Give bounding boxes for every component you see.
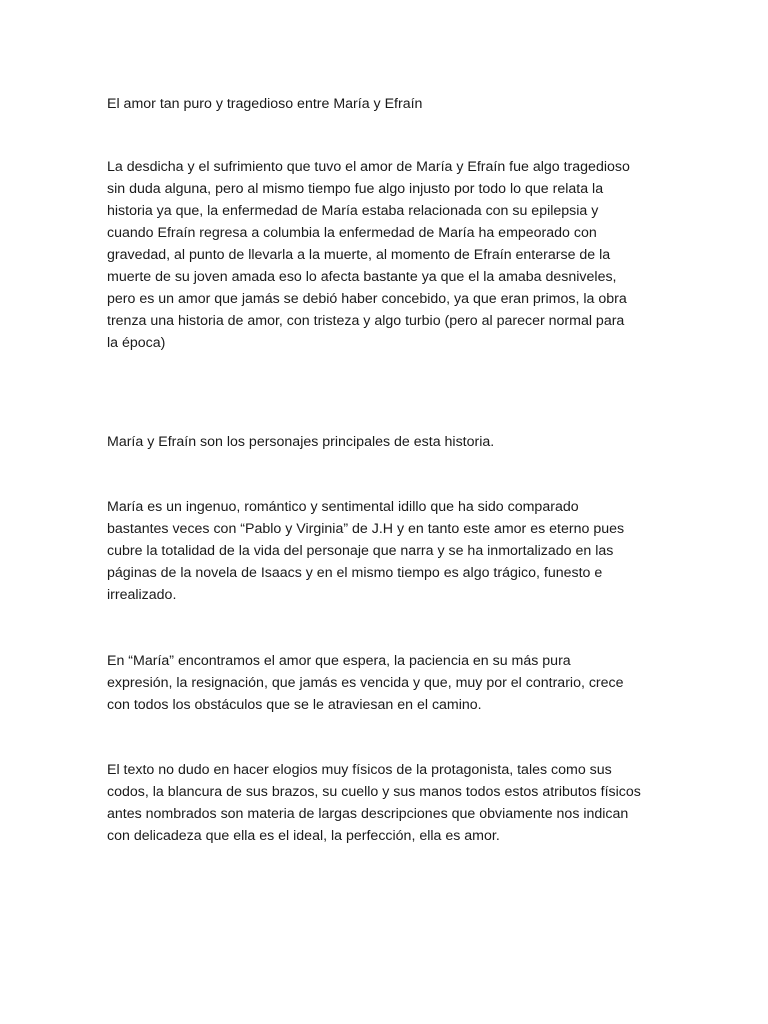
paragraph-1: La desdicha y el sufrimiento que tuvo el amor de María y Efraín fue algo tragedioso sin duda alguna, pero al mismo tiempo fue algo injusto por todo lo que relata la historia ya que, la enfermedad de María estaba relacionada con su epilepsia y cuando Efraín regresa a columbia la enfermedad de María ha empeorado con gravedad, al punto de llevarla a la muerte, al momento de Efraín enterarse de la muerte de su joven amada eso lo afecta bastante ya que el la amaba desniveles, pero es un amor que jamás se debió haber concebido, ya que eran primos, la obra trenza una historia de amor, con tristeza y algo turbio (pero al parecer normal para la época) [107, 159, 630, 351]
paragraph-4: En “María” encontramos el amor que espera, la paciencia en su más pura expresión, la resignación, que jamás es vencida y que, muy por el contrario, crece con todos los obstáculos que se le atraviesan en el camino. [107, 653, 624, 713]
document-title: El amor tan puro y tragedioso entre María y Efraín [107, 96, 423, 112]
paragraph-5: El texto no dudo en hacer elogios muy físicos de la protagonista, tales como sus codos, la blancura de sus brazos, su cuello y sus manos todos estos atributos físicos antes nombrados son materia de largas descripciones que obviamente nos indican con delicadeza que ella es el ideal, la perfección, ella es amor. [107, 762, 641, 844]
paragraph-3: María es un ingenuo, romántico y sentimental idillo que ha sido comparado bastantes veces con “Pablo y Virginia” de J.H y en tanto este amor es eterno pues cubre la totalidad de la vida del personaje que narra y se ha inmortalizado en las páginas de la novela de Isaacs y en el mismo tiempo es algo trágico, funesto e irrealizado. [107, 499, 625, 603]
paragraph-2: María y Efraín son los personajes principales de esta historia. [107, 434, 495, 450]
